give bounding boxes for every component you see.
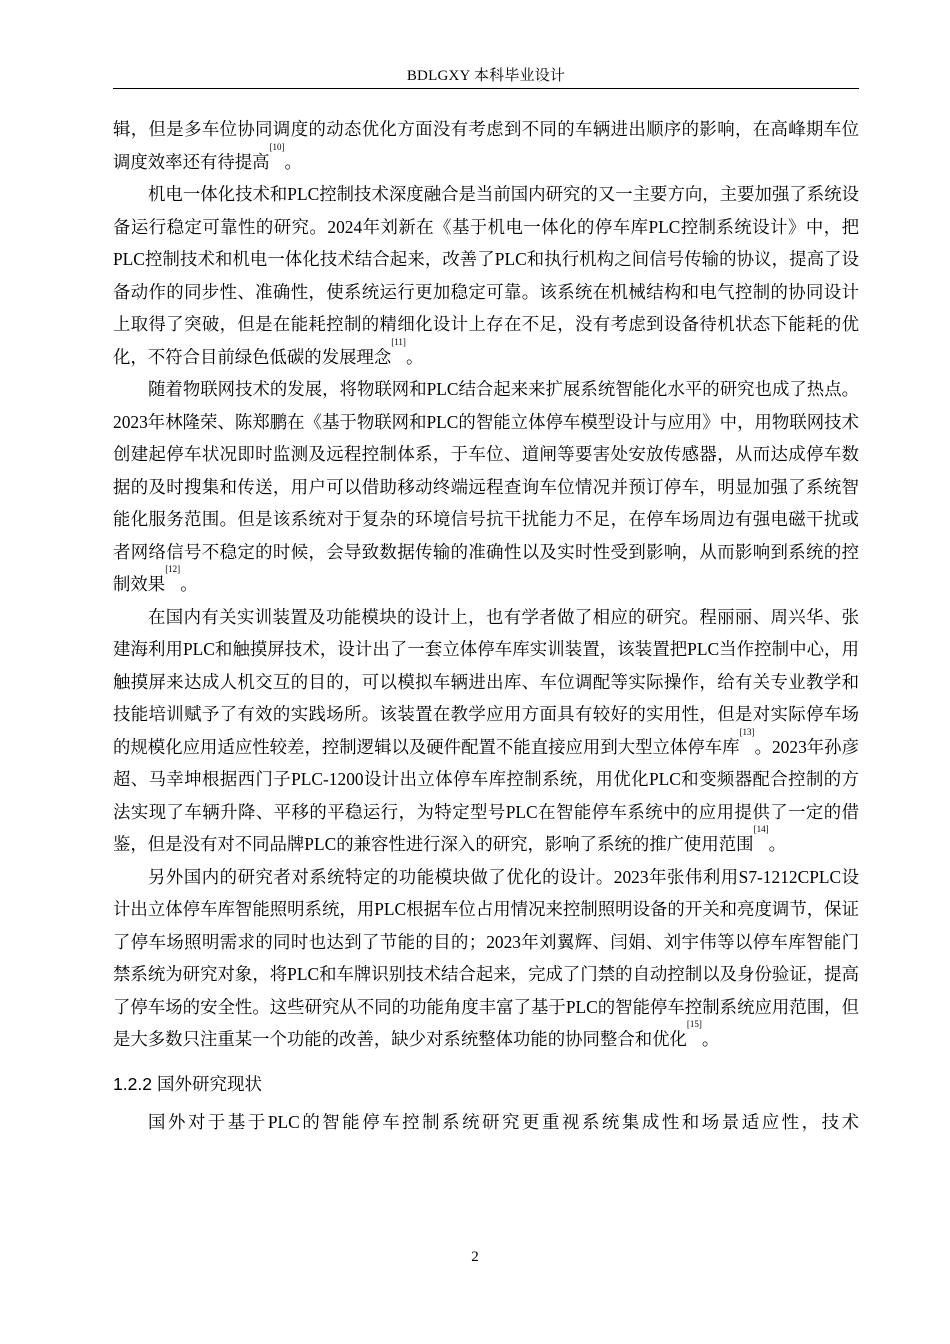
page-header: BDLGXY 本科毕业设计	[406, 68, 566, 84]
paragraph-text: 在国内有关实训装置及功能模块的设计上，也有学者做了相应的研究。程丽丽、周兴华、张建海利用PLC和触摸屏技术，设计出了一套立体停车库实训装置，该装置把PLC当作控制中心，用触摸屏来达成人机交互的目的，可以模拟车辆进出库、车位调配等实际操作，给有关专业教学和技能培训赋予了有效的实践场所。该装置在教学应用方面具有较好的实用性，但是对实际停车场的规模化应用适应性较差，控制逻辑以及硬件配置不能直接应用到大型立体停车库	[113, 606, 859, 757]
citation: [10]	[269, 141, 285, 152]
citation: [13]	[739, 726, 755, 737]
page-body	[113, 113, 859, 1138]
citation: [15]	[686, 1019, 702, 1029]
paragraph-text: 另外国内的研究者对系统特定的功能模块做了优化的设计。2023年张伟利用S7-1212CPLC设计出立体停车库智能照明系统，用PLC根据车位占用情况来控制照明设备的开关和亮度调节，保证了停车场照明需求的同时也达到了节能的目的；2023年刘翼辉、闫娟、刘宇伟等以停车库智能门禁系统为研究对象，将PLC和车牌识别技术结合起来，完成了门禁的自动控制以及身份验证，提高了停车场的安全性。这些研究从不同的功能角度丰富了基于PLC的智能停车控制系统应用范围，但是大多数只注重某一个功能的改善，缺少对系统整体功能的协同整合和优化	[113, 866, 859, 1049]
paragraph-4	[113, 601, 859, 861]
paragraph-text: 。2023年孙彦超、马幸坤根据西门子PLC-1200设计出立体停车库控制系统，用优化PLC和变频器配合控制的方法实现了车辆升降、平移的平稳运行，为特定型号PLC在智能停车系统中的应用提供了一定的借鉴，但是没有对不同品牌PLC的兼容性进行深入的研究，影响了系统的推广使用范围	[113, 736, 859, 854]
paragraph-tail: 。	[405, 346, 424, 367]
citation: [11]	[391, 336, 406, 347]
paragraph-text: 机电一体化技术和PLC控制技术深度融合是当前国内研究的又一主要方向，主要加强了系统设备运行稳定可靠性的研究。2024年刘新在《基于机电一体化的停车库PLC控制系统设计》中，把PLC控制技术和机电一体化技术结合起来，改善了PLC和执行机构之间信号传输的协议，提高了设备动作的同步性、准确性，使系统运行更加稳定可靠。该系统在机械结构和电气控制的协同设计上取得了突破，但是在能耗控制的精细化设计上存在不足，没有考虑到设备待机状态下能耗的优化，不符合目前绿色低碳的发展理念	[113, 184, 859, 367]
section-number: 1.2.2	[113, 1073, 152, 1094]
paragraph-text: 辑，但是多车位协同调度的动态优化方面没有考虑到不同的车辆进出顺序的影响，在高峰期车位调度效率还有待提高	[113, 119, 859, 172]
paragraph-2	[113, 178, 859, 373]
paragraph-text: 国外对于基于PLC的智能停车控制系统研究更重视系统集成性和场景适应性，技术	[148, 1111, 859, 1132]
section-title: 国外研究现状	[157, 1074, 262, 1095]
header-divider	[113, 88, 859, 89]
page-number: 2	[471, 1249, 479, 1265]
paragraph-1	[113, 113, 859, 178]
section-heading	[113, 1068, 859, 1101]
paragraph-tail: 。	[180, 574, 198, 594]
citation: [12]	[165, 564, 181, 574]
paragraph-6	[113, 1106, 859, 1139]
paragraph-tail: 。	[768, 834, 786, 854]
citation: [14]	[753, 824, 769, 834]
paragraph-tail: 。	[701, 1029, 720, 1049]
paragraph-text: 随着物联网技术的发展，将物联网和PLC结合起来来扩展系统智能化水平的研究也成了热点。2023年林隆荣、陈郑鹏在《基于物联网和PLC的智能立体停车模型设计与应用》中，用物联网技术创建起停车状况即时监测及远程控制体系，于车位、道闸等要害处安放传感器，从而达成停车数据的及时搜集和传送，用户可以借助移动终端远程查询车位情况并预订停车，明显加强了系统智能化服务范围。但是该系统对于复杂的环境信号抗干扰能力不足，在停车场周边有强电磁干扰或者网络信号不稳定的时候，会导致数据传输的准确性以及实时性受到影响，从而影响到系统的控制效果	[113, 379, 859, 594]
paragraph-5	[113, 861, 859, 1056]
paragraph-3	[113, 373, 859, 601]
paragraph-tail: 。	[284, 151, 302, 172]
